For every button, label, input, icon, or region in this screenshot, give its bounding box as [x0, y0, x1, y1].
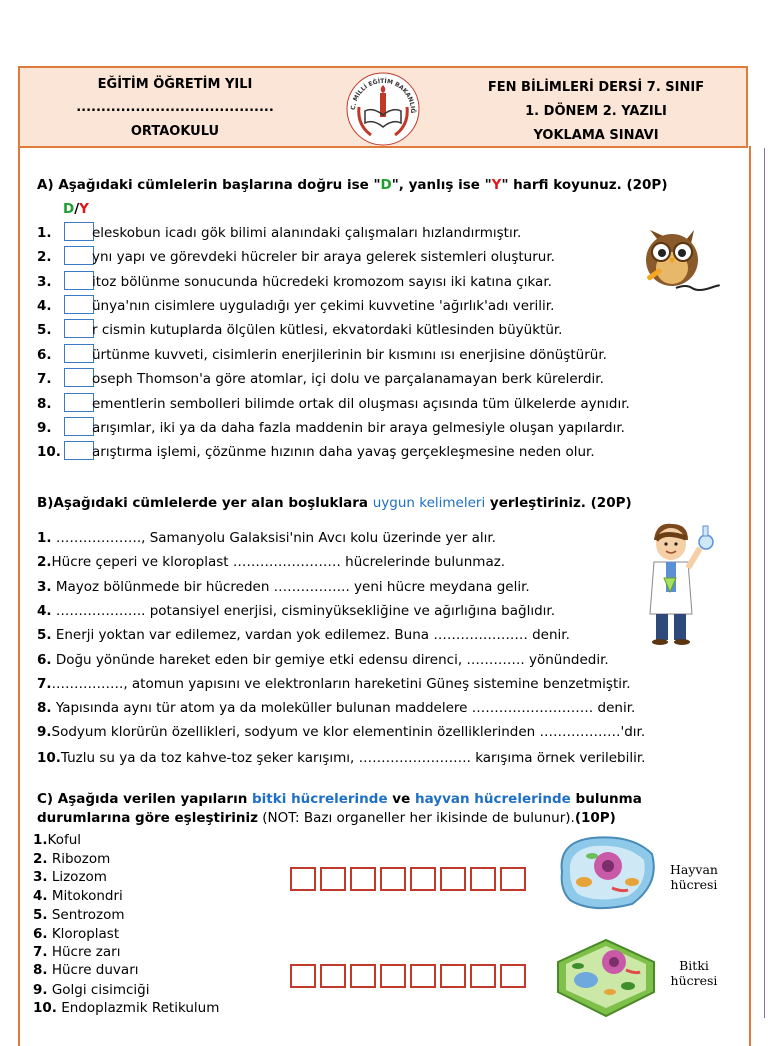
answer-cell[interactable] [470, 964, 496, 988]
answer-cell[interactable] [350, 964, 376, 988]
list-item: 10.Tuzlu su ya da toz kahve-toz şeker karışımı, ……………………. karışıma örnek verilebilir. [37, 750, 646, 766]
answer-box[interactable] [64, 222, 94, 241]
answer-cell[interactable] [380, 964, 406, 988]
list-item: 5. Enerji yoktan var edilemez, vardan yok edilemez. Buna ………………… denir. [37, 627, 570, 643]
list-item: 6. Kloroplast [33, 926, 120, 942]
answer-box[interactable] [64, 295, 94, 314]
owl-illustration [636, 222, 720, 296]
answer-cell[interactable] [500, 964, 526, 988]
list-item: 10. Endoplazmik Retikulum [33, 1000, 220, 1016]
answer-box[interactable] [64, 246, 94, 265]
animal-cell-answer-grid [290, 867, 530, 891]
answer-cell[interactable] [290, 964, 316, 988]
margin-line [764, 148, 765, 1018]
answer-cell[interactable] [320, 964, 346, 988]
school-year-label: EĞİTİM ÖĞRETİM YILI [97, 77, 253, 92]
answer-box[interactable] [64, 344, 94, 363]
list-item: 2.Hücre çeperi ve kloroplast …………………… hücrelerinde bulunmaz. [37, 554, 506, 570]
list-item: 2. Ribozom [33, 851, 111, 867]
answer-box[interactable] [64, 319, 94, 338]
exam-header [18, 66, 748, 148]
list-item: 4. Mitokondri [33, 888, 123, 904]
course-title: FEN BİLİMLERİ DERSİ 7. SINIF [487, 80, 705, 95]
list-item: 8. Hücre duvarı [33, 962, 139, 978]
section-b-title: B)Aşağıdaki cümlelerde yer alan boşluklara uygun kelimeleri yerleştiriniz. (20P) [37, 495, 632, 511]
school-name-label: ORTAOKULU [130, 124, 220, 139]
header-right [446, 68, 746, 146]
answer-cell[interactable] [410, 964, 436, 988]
answer-cell[interactable] [410, 867, 436, 891]
list-item: 9.Sodyum klorürün özellikleri, sodyum ve klor elementinin özelliklerinden ………………'dır. [37, 724, 646, 740]
list-item: 3. Lizozom [33, 869, 107, 885]
list-item: 7. Hücre zarı [33, 944, 121, 960]
answer-box[interactable] [64, 441, 94, 460]
answer-box[interactable] [64, 368, 94, 387]
answer-box[interactable] [64, 417, 94, 436]
section-c-title-line1: C) Aşağıda verilen yapıların bitki hücrelerinde ve hayvan hücrelerinde bulunma [37, 791, 642, 807]
answer-cell[interactable] [500, 867, 526, 891]
header-left [20, 68, 330, 146]
section-c-title-line2: durumlarına göre eşleştiriniz (NOT: Bazı organeller her ikisinde de bulunur).(10P) [37, 810, 616, 826]
animal-cell-caption: Hayvan hücresi [670, 862, 718, 892]
exam-term: 1. DÖNEM 2. YAZILI [525, 104, 667, 119]
section-a-title: A) Aşağıdaki cümlelerin başlarına doğru ise "D", yanlış ise "Y" harfi koyunuz. (20P) [37, 177, 668, 193]
list-item: 5. Sentrozom [33, 907, 125, 923]
list-item: 6. Doğu yönünde hareket eden bir gemiye etki edensu direnci, …………. yönündedir. [37, 652, 609, 668]
list-item: 8. Yapısında aynı tür atom ya da moleküller bulunan maddelere ……………………… denir. [37, 700, 636, 716]
exam-type: YOKLAMA SINAVI [533, 128, 659, 143]
answer-cell[interactable] [320, 867, 346, 891]
list-item: 9. Golgi cisimciği [33, 982, 150, 998]
list-item: 1. ………………., Samanyolu Galaksisi'nin Avcı kolu üzerinde yer alır. [37, 530, 496, 546]
list-item: 4. ……………….. potansiyel enerjisi, cisminyüksekliğine ve ağırlığına bağlıdır. [37, 603, 556, 619]
list-item: 1.Koful [33, 832, 82, 848]
school-year-blank: ........................................ [76, 100, 274, 115]
animal-cell-illustration [552, 832, 662, 914]
plant-cell-answer-grid [290, 964, 530, 988]
list-item: 3. Mayoz bölünmede bir hücreden …………….. yeni hücre meydana gelir. [37, 579, 530, 595]
answer-cell[interactable] [380, 867, 406, 891]
svg-text:T.C. MİLLİ EĞİTİM BAKANLIĞI: C. MİLLİ EĞİTİM BAKANLIĞ [349, 77, 417, 114]
answer-cell[interactable] [440, 964, 466, 988]
answer-box[interactable] [64, 393, 94, 412]
list-item: 7.……………., atomun yapısını ve elektronların hareketini Güneş sistemine benzetmiştir. [37, 676, 631, 692]
plant-cell-caption: Bitki hücresi [670, 958, 718, 988]
answer-cell[interactable] [440, 867, 466, 891]
plant-cell-illustration [546, 932, 662, 1020]
answer-cell[interactable] [350, 867, 376, 891]
ministry-logo [345, 71, 421, 147]
answer-box[interactable] [64, 271, 94, 290]
true-false-legend: D/Y [63, 201, 89, 217]
answer-cell[interactable] [290, 867, 316, 891]
scientist-illustration [636, 518, 716, 648]
answer-cell[interactable] [470, 867, 496, 891]
